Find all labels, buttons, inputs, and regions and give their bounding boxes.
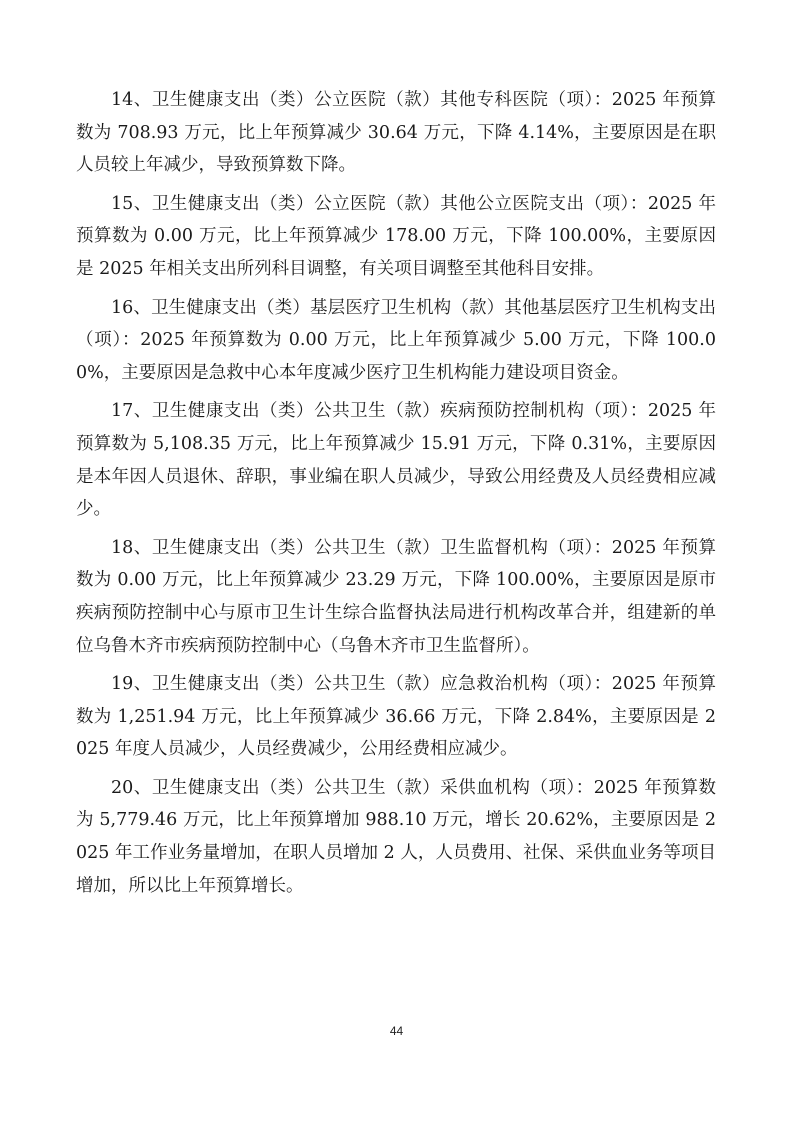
document-body: [76, 84, 716, 908]
paragraph-item-15: 15、卫生健康支出（类）公立医院（款）其他公立医院支出（项）：2025 年预算数为 0.00 万元，比上年预算减少 178.00 万元，下降 100.00%，主要原因是 2025 年相关支出所列科目调整，有关项目调整至其他科目安排。: [76, 193, 716, 279]
paragraph-item-14: 14、卫生健康支出（类）公立医院（款）其他专科医院（项）：2025 年预算数为 708.93 万元，比上年预算减少 30.64 万元，下降 4.14%，主要原因是在职人员较上年减少，导致预算数下降。: [76, 90, 716, 176]
paragraph-item-20: 20、卫生健康支出（类）公共卫生（款）采供血机构（项）：2025 年预算数为 5,779.46 万元，比上年预算增加 988.10 万元，增长 20.62%，主要原因是 2025 年工作业务量增加，在职人员增加 2 人，人员费用、社保、采供血业务等项目增加，所以比上年预算增长。: [76, 777, 716, 896]
paragraph-item-17: 17、卫生健康支出（类）公共卫生（款）疾病预防控制机构（项）：2025 年预算数为 5,108.35 万元，比上年预算减少 15.91 万元，下降 0.31%，主要原因是本年因人员退休、辞职，事业编在职人员减少，导致公用经费及人员经费相应减少。: [76, 401, 716, 520]
paragraph-item-18: 18、卫生健康支出（类）公共卫生（款）卫生监督机构（项）：2025 年预算数为 0.00 万元，比上年预算减少 23.29 万元，下降 100.00%，主要原因是原市疾病预防控制中心与原市卫生计生综合监督执法局进行机构改革合并，组建新的单位乌鲁木齐市疾病预防控制中心（乌鲁木齐市卫生监督所）。: [76, 537, 716, 656]
page-number: 44: [389, 1024, 404, 1038]
paragraph-item-16: 16、卫生健康支出（类）基层医疗卫生机构（款）其他基层医疗卫生机构支出（项）：2025 年预算数为 0.00 万元，比上年预算减少 5.00 万元，下降 100.00%，主要原因是急救中心本年度减少医疗卫生机构能力建设项目资金。: [76, 297, 716, 383]
paragraph-item-19: 19、卫生健康支出（类）公共卫生（款）应急救治机构（项）：2025 年预算数为 1,251.94 万元，比上年预算减少 36.66 万元，下降 2.84%，主要原因是 2025 年度人员减少，人员经费减少，公用经费相应减少。: [76, 674, 716, 760]
